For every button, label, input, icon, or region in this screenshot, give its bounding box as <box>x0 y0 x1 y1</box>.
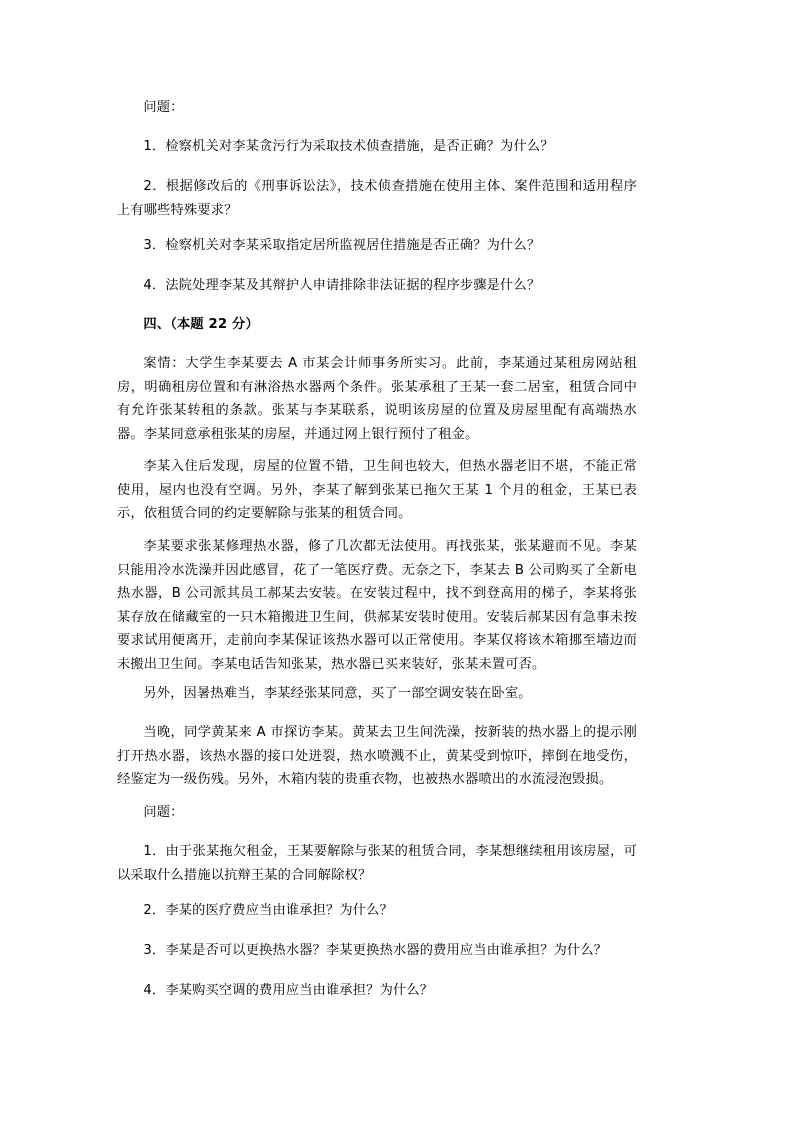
question-1-2: 2．根据修改后的《刑事诉讼法》，技术侦查措施在使用主体、案件范围和适用程序上有哪些特殊要求？ <box>117 179 637 218</box>
question-1-4: 4．法院处理李某及其辩护人申请排除非法证据的程序步骤是什么？ <box>143 278 541 293</box>
section-heading: 四、（本题 22 分） <box>143 317 259 332</box>
case-paragraph-3: 李某要求张某修理热水器，修了几次都无法使用。再找张某，张某避而不见。李某只能用冷水洗澡并因此感冒，花了一笔医疗费。无奈之下，李某去 B 公司购买了全新电热水器，B 公司派其员工郝某去安装。在安装过程中，找不到登高用的梯子，李某将张某存放在储藏室的一只木箱搬进卫生间，供郝某安装时使用。安装后郝某因有急事未按要求试用便离开，走前向李某保证该热水器可以正常使用。李某仅将该木箱挪至墙边而未搬出卫生间。李某电话告知张某，热水器已买来装好，张某未置可否。 <box>117 539 637 672</box>
case-paragraph-1: 案情：大学生李某要去 A 市某会计师事务所实习。此前，李某通过某租房网站租房，明确租房位置和有淋浴热水器两个条件。张某承租了王某一套二居室，租赁合同中有允许张某转租的条款。张某与李某联系，说明该房屋的位置及房屋里配有高端热水器。李某同意承租张某的房屋，并通过网上银行预付了租金。 <box>117 356 637 442</box>
question-2-1: 1．由于张某拖欠租金，王某要解除与张某的租赁合同，李某想继续租用该房屋，可以采取什么措施以抗辩王某的合同解除权？ <box>117 844 637 883</box>
case-paragraph-5: 当晚，同学黄某来 A 市探访李某。黄某去卫生间洗澡，按新装的热水器上的提示刚打开热水器，该热水器的接口处迸裂，热水喷溅不止，黄某受到惊吓，摔倒在地受伤，经鉴定为一级伤残。另外，木箱内装的贵重衣物，也被热水器喷出的水流浸泡毁损。 <box>117 725 637 787</box>
question-1-3: 3．检察机关对李某采取指定居所监视居住措施是否正确？为什么？ <box>143 238 541 253</box>
question-2-2: 2．李某的医疗费应当由谁承担？为什么？ <box>143 903 393 918</box>
question-2-4: 4．李某购买空调的费用应当由谁承担？为什么？ <box>143 983 434 998</box>
question-2-3: 3．李某是否可以更换热水器？李某更换热水器的费用应当由谁承担？为什么？ <box>143 943 608 958</box>
question-1-1: 1．检察机关对李某贪污行为采取技术侦查措施，是否正确？为什么？ <box>143 139 554 154</box>
case-paragraph-4: 另外，因暑热难当，李某经张某同意，买了一部空调安装在卧室。 <box>143 686 532 701</box>
case-paragraph-2: 李某入住后发现，房屋的位置不错，卫生间也较大，但热水器老旧不堪，不能正常使用，屋内也没有空调。另外，李某了解到张某已拖欠王某 1 个月的租金，王某已表示，依租赁合同的约定要解除与张某的租赁合同。 <box>117 459 637 521</box>
questions-label-2: 问题： <box>143 805 184 820</box>
questions-label-1: 问题： <box>143 100 184 115</box>
